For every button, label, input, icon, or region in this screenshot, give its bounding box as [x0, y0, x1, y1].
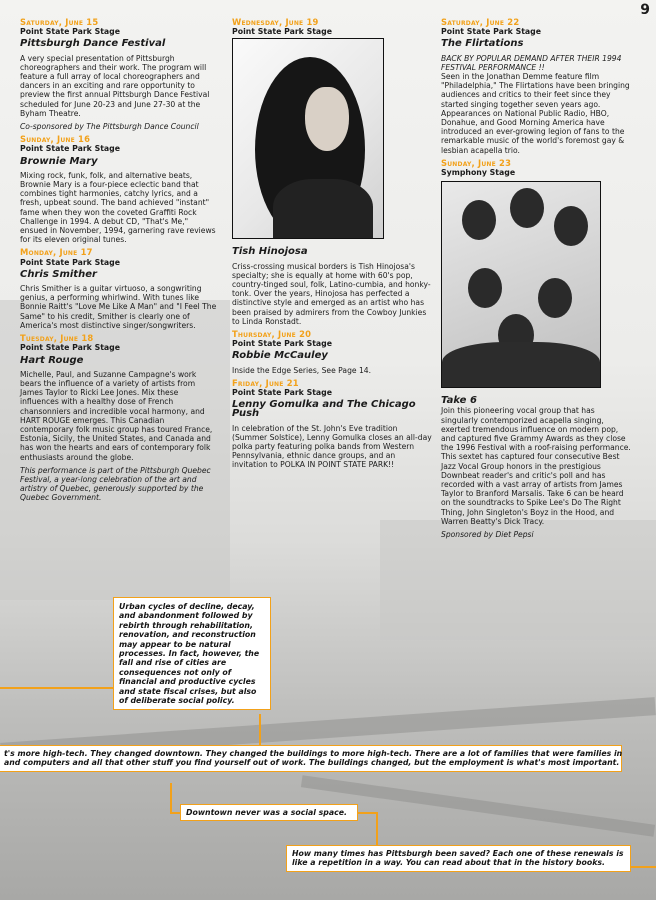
event-date: Friday, June 21	[232, 377, 299, 388]
quote-callout: Urban cycles of decline, decay, and abandonment followed by rebirth through rehabilitation, renovation, and reconstruction may appear to be natural processes. In fact, however, the fall and rise of cities are consequences not only of financial and productive cycles and state fiscal crises, but also of deliberate social policy.	[113, 597, 271, 710]
event-date: Saturday, June 15	[20, 17, 99, 27]
event-date: Wednesday, June 19	[232, 17, 319, 27]
event-date: Monday, June 17	[20, 247, 93, 258]
event-title: Hart Rouge	[20, 354, 84, 366]
connector-line	[170, 783, 172, 813]
photo-shoulder-shape	[273, 179, 373, 239]
event-description: Join this pioneering vocal group that has singularly contemporized acapella singing, exerted tremendous influence on modern pop, and captured five Grammy Awards as they close the 1996 Festival with a roof-raising performance. This sextet has captured four consecutive Best Jazz Vocal Group honors in the prestigious Downbeat reader's and critic's poll and has recorded with a vast array of artists from James Taylor to Branford Marsalis. Take 6 can be heard on the soundtracks to Spike Lee's Do The Right Thing, John Singleton's Boyz in the Hood, and Warren Beatty's Dick Tracy.	[441, 406, 631, 526]
event-demand-note: BACK BY POPULAR DEMAND AFTER THEIR 1994 FESTIVAL PERFORMANCE !!	[441, 53, 622, 72]
event-venue: Point State Park Stage	[20, 144, 121, 154]
event-description: A very special presentation of Pittsburgh choreographers and their work. The program will feature a full array of local choreographers and dancers in an exciting and rare opportunity to preview the first annual Pittsburgh Dance Festival scheduled for June 20-23 and June 27-30 at the Byham Theatre.	[20, 53, 210, 118]
event-description: Chris Smither is a guitar virtuoso, a songwriting genius, a performing whirlwind. With tunes like Bonnie Raitt's "Love Me Like A Man" and "I Feel The Same" to his credit, Smither is clearly one of America's most distinctive singer/songwriters.	[20, 284, 217, 330]
event-date: Tuesday, June 18	[20, 333, 94, 344]
event-date: Saturday, June 22	[441, 17, 520, 27]
event-title: The Flirtations	[441, 38, 524, 50]
event-venue: Symphony Stage	[441, 168, 516, 178]
event-venue: Point State Park Stage	[232, 388, 333, 398]
artist-photo	[232, 38, 384, 239]
event-venue: Point State Park Stage	[20, 27, 121, 37]
event-sponsor: Co-sponsored by The Pittsburgh Dance Council	[20, 122, 199, 132]
connector-line	[0, 687, 115, 689]
quote-line: and computers and all that other stuff you find yourself out of work. The buildings changed, but the employment is what's most important.	[4, 758, 620, 768]
event-sponsor: Sponsored by Diet Pepsi	[441, 530, 534, 540]
photo-head-shape	[462, 200, 496, 240]
event-description: In celebration of the St. John's Eve tradition (Summer Solstice), Lenny Gomulka closes an all-day polka party featuring polka bands from Western Pennsylvania, ethnic dance groups, and an invitation to POLKA IN POINT STATE PARK!!	[232, 423, 432, 470]
column-3	[441, 18, 631, 543]
event-title: Chris Smither	[20, 268, 97, 280]
photo-head-shape	[468, 268, 502, 308]
event-description: Inside the Edge Series, See Page 14.	[232, 365, 372, 375]
photo-face-shape	[305, 87, 349, 151]
photo-caption: Take 6	[441, 395, 477, 407]
photo-head-shape	[538, 278, 572, 318]
connector-line	[376, 812, 378, 846]
event-title: Robbie McCauley	[232, 350, 328, 362]
column-2	[232, 18, 432, 474]
event-venue: Point State Park Stage	[441, 27, 542, 37]
event-title: Brownie Mary	[20, 155, 98, 167]
event-description: Michelle, Paul, and Suzanne Campagne's work bears the influence of a variety of artists from James Taylor to Ricki Lee Jones. Mix these influences with a healthy dose of French chansonniers and incredible vocal harmony, and HART ROUGE emerges. This Canadian contemporary folk music group has toured France, Estonia, Sicily, the United States, and Canada and has won the hearts and ears of contemporary folk enthusiasts around the globe.	[20, 369, 213, 462]
event-title: Pittsburgh Dance Festival	[20, 38, 166, 50]
event-date: Sunday, June 16	[20, 134, 91, 145]
page-number: 9	[640, 2, 650, 18]
event-venue: Point State Park Stage	[232, 27, 333, 37]
photo-head-shape	[554, 206, 588, 246]
event-date: Sunday, June 23	[441, 157, 512, 168]
event-description: Seen in the Jonathan Demme feature film "Philadelphia," The Flirtations have been bringing audiences and critics to their feet since they started singing together seven years ago. Appearances on National Public Radio, HBO, Donahue, and Good Morning America have introduced an ever-growing legion of fans to the remarkable music of the world's foremost gay & lesbian acapella trio.	[441, 72, 630, 155]
connector-line	[259, 714, 261, 746]
quote-callout-wide	[0, 745, 622, 772]
event-description: Mixing rock, funk, folk, and alternative beats, Brownie Mary is a four-piece eclectic band that combines tight harmonies, catchy lyrics, and a fresh, upbeat sound. The band achieved "instant" fame when they won the coveted Graffiti Rock Challenge in 1994. A debut CD, "That's Me," ensued in November, 1994, garnering rave reviews for its eleven original tunes.	[20, 170, 216, 245]
photo-caption: Tish Hinojosa	[232, 246, 308, 258]
column-1	[20, 18, 218, 507]
photo-head-shape	[510, 188, 544, 228]
group-photo	[441, 181, 601, 388]
event-note: This performance is part of the Pittsburgh Quebec Festival, a year-long celebration of the art and artistry of Quebec, generously supported by the Quebec Government.	[20, 465, 211, 503]
event-description: Criss-crossing musical borders is Tish Hinojosa's specialty; she is equally at home with 60's pop, country-tinged soul, folk, Latino-cumbia, and honky-tonk. Over the years, Hinojosa has perfected a distinctive style and emerged as an artist who has been praised by admirers from the Cowboy Junkies to Linda Ronstadt.	[232, 261, 431, 326]
event-title: Lenny Gomulka and The Chicago Push	[232, 399, 416, 420]
event-venue: Point State Park Stage	[232, 339, 333, 349]
event-date: Thursday, June 20	[232, 329, 312, 340]
event-venue: Point State Park Stage	[20, 343, 121, 353]
photo-body-shape	[442, 342, 600, 388]
event-venue: Point State Park Stage	[20, 257, 121, 267]
quote-callout: How many times has Pittsburgh been saved? Each one of these renewals is like a repetition in a way. You can read about that in the history books.	[286, 845, 631, 872]
quote-callout: Downtown never was a social space.	[180, 804, 358, 821]
quote-line: t's more high-tech. They changed downtown. They changed the buildings to more high-tech. There are a lot of families that were families in	[4, 749, 623, 758]
